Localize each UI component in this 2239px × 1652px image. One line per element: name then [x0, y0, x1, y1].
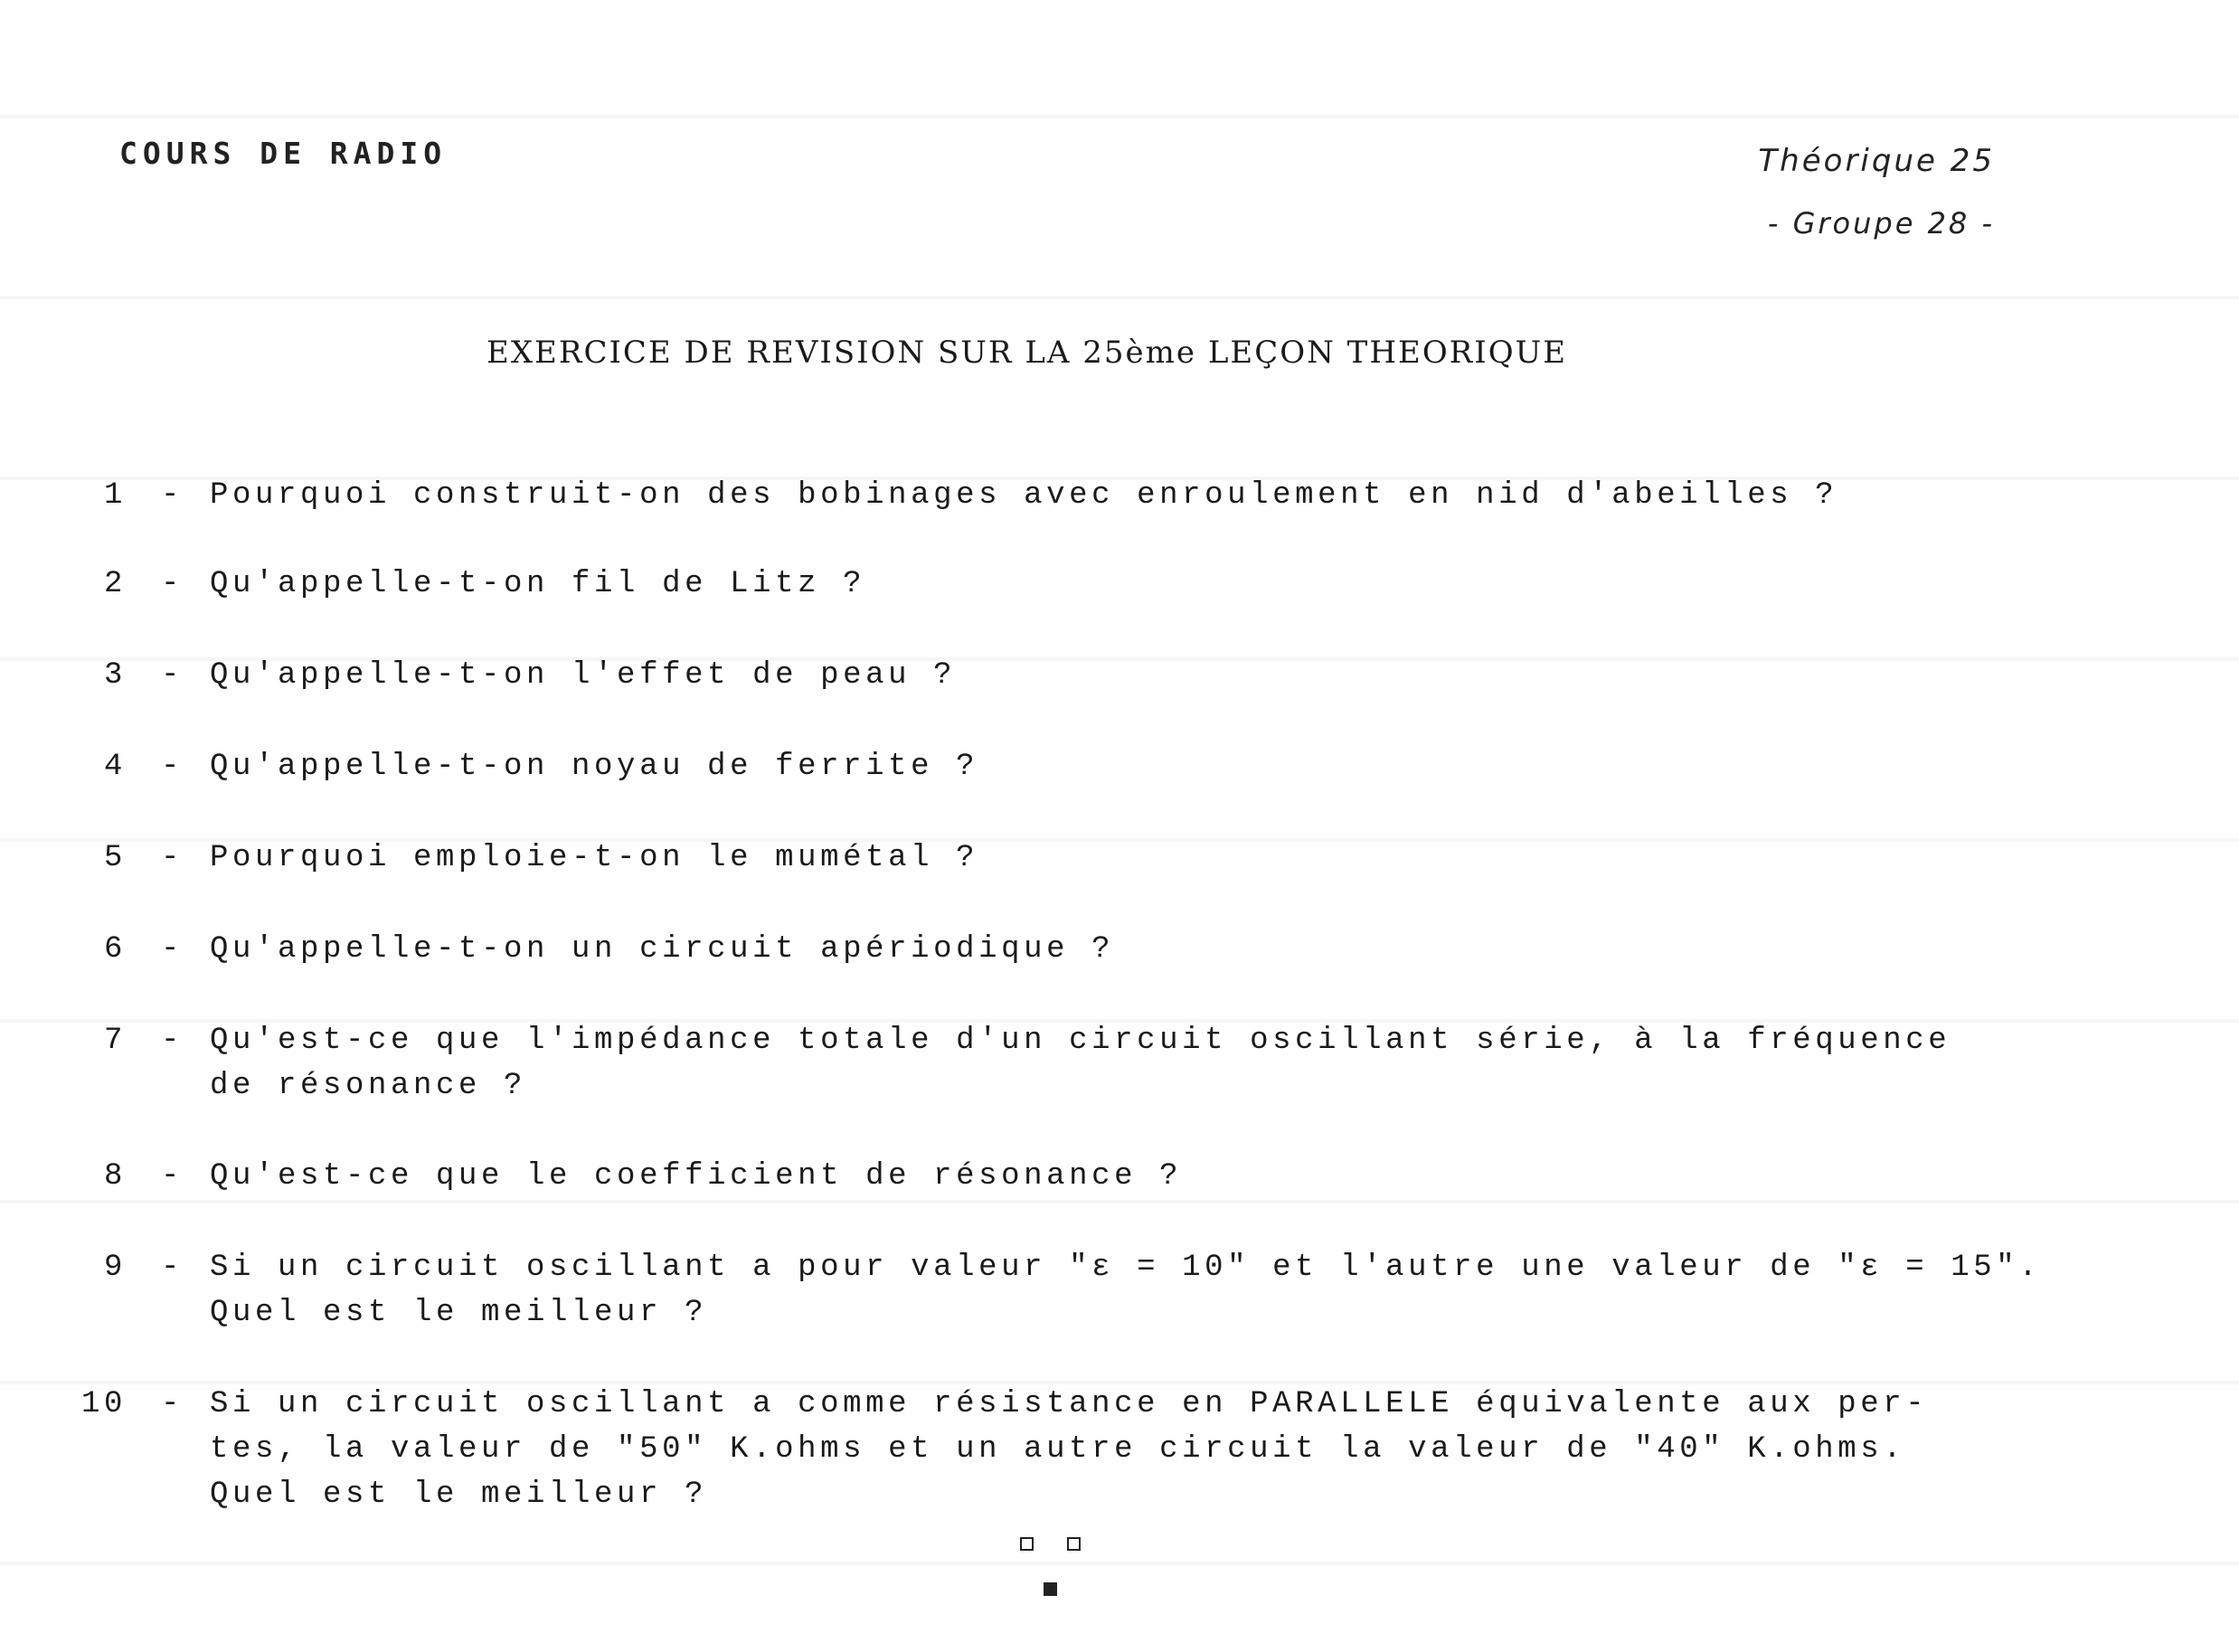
- question-dash: -: [161, 1024, 184, 1058]
- question-line: Pourquoi construit-on des bobinages avec enroulement en nid d'abeilles ?: [210, 478, 1838, 513]
- question-text: [210, 1382, 2018, 1517]
- question-dash: -: [161, 1251, 184, 1285]
- question-dash: -: [161, 932, 184, 967]
- question-line: Quel est le meilleur ?: [210, 1477, 708, 1512]
- question-text: [210, 562, 2018, 607]
- question-line: Si un circuit oscillant a comme résistance en PARALLELE équivalente aux per-: [210, 1387, 1929, 1421]
- question-dash: -: [161, 841, 184, 875]
- question-text: [210, 835, 2018, 881]
- question-dash: -: [161, 478, 184, 513]
- question-number: 4: [103, 750, 127, 784]
- question-number: 5: [103, 841, 127, 875]
- question-dash: -: [161, 1159, 184, 1194]
- question-dash: -: [161, 1387, 184, 1421]
- question-number: 2: [103, 567, 127, 601]
- question-line: Pourquoi emploie-t-on le mumétal ?: [210, 841, 979, 875]
- question-number: 8: [103, 1159, 127, 1194]
- question-line: Qu'appelle-t-on noyau de ferrite ?: [210, 750, 979, 784]
- question-line: de résonance ?: [210, 1069, 527, 1103]
- question-text: [210, 927, 2018, 972]
- question-dash: -: [161, 658, 184, 693]
- question-text: [210, 653, 2018, 698]
- question-text: [210, 1154, 2018, 1199]
- question-number: 6: [103, 932, 127, 967]
- question-number: 10: [80, 1387, 127, 1421]
- question-number: 3: [103, 658, 127, 693]
- question-number: 7: [103, 1024, 127, 1058]
- question-line: Qu'est-ce que l'impédance totale d'un circuit oscillant série, à la fréquence: [210, 1024, 1951, 1058]
- question-text: [210, 1018, 2018, 1109]
- groupe-number: - Groupe 28 -: [1767, 206, 1995, 241]
- question-text: [210, 473, 2018, 518]
- question-text: [210, 1245, 2042, 1336]
- question-text: [210, 744, 2018, 789]
- course-title: COURS DE RADIO: [119, 136, 448, 171]
- question-line: Qu'appelle-t-on un circuit apériodique ?: [210, 932, 1115, 967]
- question-line: tes, la valeur de "50" K.ohms et un autre circuit la valeur de "40" K.ohms.: [210, 1432, 1906, 1467]
- question-number: 9: [103, 1251, 127, 1285]
- question-number: 1: [103, 478, 127, 513]
- exercise-title: EXERCICE DE REVISION SUR LA 25ème LEÇON THEORIQUE: [487, 335, 1568, 371]
- question-line: Qu'est-ce que le coefficient de résonance ?: [210, 1159, 1183, 1194]
- question-line: Qu'appelle-t-on fil de Litz ?: [210, 567, 866, 601]
- filled-square-icon: [1044, 1582, 1057, 1596]
- theorique-number: Théorique 25: [1758, 143, 1995, 179]
- hollow-square-icon: [1067, 1537, 1081, 1551]
- question-dash: -: [161, 567, 184, 601]
- question-line: Quel est le meilleur ?: [210, 1296, 708, 1330]
- question-line: Qu'appelle-t-on l'effet de peau ?: [210, 658, 957, 693]
- question-line: Si un circuit oscillant a pour valeur "ε = 10" et l'autre une valeur de "ε = 15".: [210, 1251, 2042, 1285]
- hollow-square-icon: [1020, 1537, 1034, 1551]
- question-dash: -: [161, 750, 184, 784]
